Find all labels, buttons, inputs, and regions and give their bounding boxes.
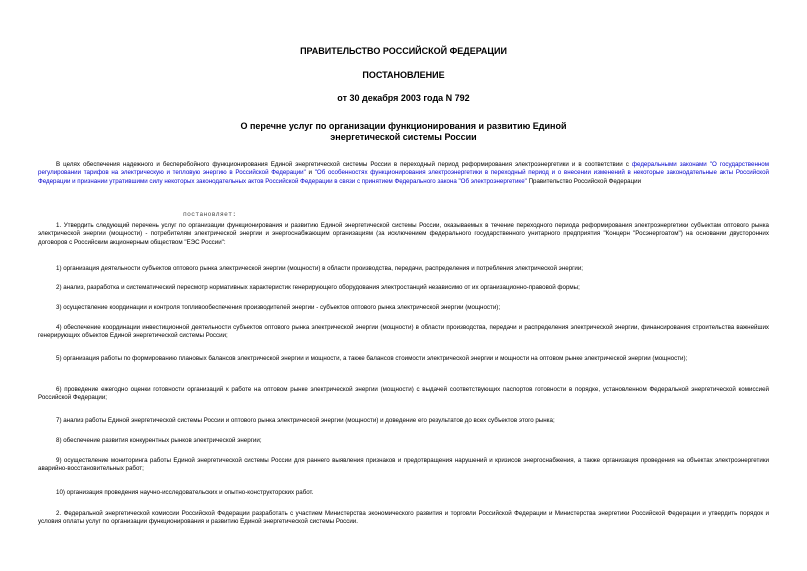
paragraph-1: 1. Утвердить следующий перечень услуг по организации функционирования и развитию Единой энергетической системы России, оказываемых в течение переходного периода реформирования электроэнергетики субъектам оптового рынка электрической энергии (мощности) - потребителям электрической энергии и энергоснабжающим организациям (за исключением федерального государственного унитарного предприятия "Концерн "Росэнергоатом") на основании двусторонних договоров с Российским акционерным обществом "ЕЭС России": <box>38 222 769 246</box>
preamble-text-1: В целях обеспечения надежного и бесперебойного функционирования Единой энергетической системы России в переходный период реформирования электроэнергетики и в соответствии с <box>56 161 632 168</box>
preamble-text-2: и <box>305 169 315 177</box>
item-3: 3) осуществление координации и контроля топливообеспечения производителей энергии - субъектов оптового рынка электрической энергии (мощности); <box>56 304 501 311</box>
preamble-text-3: Правительство Российской Федерации <box>526 177 642 185</box>
paragraph-2: 2. Федеральной энергетической комиссии Российской Федерации разработать с участием Министерства экономического развития и торговли Российской Федерации и Министерства энергетики Российской Федерации и утвердить порядок и условия оплаты услуг по организации функционирования и развитию Единой энергетической системы России. <box>38 510 769 526</box>
title-line-1: О перечне услуг по организации функционирования и развитию Единой <box>240 121 567 131</box>
item-7: 7) анализ работы Единой энергетической системы России и оптового рынка электрической энергии (мощности) и доведение его результатов до всех субъектов этого рынка; <box>56 417 555 424</box>
document-title <box>200 121 607 143</box>
item-1: 1) организация деятельности субъектов оптового рынка электрической энергии (мощности) в области производства, передачи, распределения и потребления электрической энергии; <box>56 265 584 272</box>
item-4: 4) обеспечение координации инвестиционной деятельности субъектов оптового рынка электрической энергии (мощности) в области производства, передачи и распределения электрической энергии, финансирования строительства важнейших генерирующих объектов Единой энергетической системы России; <box>38 324 769 340</box>
item-2: 2) анализ, разработка и систематический пересмотр нормативных характеристик генерирующего оборудования электростанций независимо от их организационно-правовой формы; <box>56 284 580 291</box>
government-heading: ПРАВИТЕЛЬСТВО РОССИЙСКОЙ ФЕДЕРАЦИИ <box>300 46 507 56</box>
law-link-transition[interactable]: "Об особенностях функционирования электроэнергетики в переходный период и о внесении изменений в некоторые законодательные акты Российской Федерации и признании утратившими силу некоторых законодательных актов Российской Федерации в связи с принятием Федерального закона "Об электроэнергетике" <box>38 169 769 185</box>
law-link-tariffs[interactable]: федеральными законами "О государственном регулировании тарифов на электрическую и тепловую энергию в Российской Федерации" <box>38 161 769 177</box>
decree-word: постановляет: <box>183 211 237 218</box>
document-type-heading: ПОСТАНОВЛЕНИЕ <box>362 70 445 80</box>
item-10: 10) организация проведения научно-исследовательских и опытно-конструкторских работ. <box>56 489 314 496</box>
item-6: 6) проведение ежегодно оценки готовности организаций к работе на оптовом рынке электрической энергии (мощности) с выдачей соответствующих паспортов готовности в порядке, установленном Федеральной энергетической комиссией Российской Федерации; <box>38 386 769 402</box>
item-8: 8) обеспечение развития конкурентных рынков электрической энергии; <box>56 437 262 444</box>
preamble-paragraph <box>38 161 769 186</box>
item-5: 5) организация работы по формированию плановых балансов электрической энергии и мощности, а также балансов стоимости электрической энергии и мощности на оптовом рынке электрической энергии (мощности); <box>56 355 688 362</box>
item-9: 9) осуществление мониторинга работы Единой энергетической системы России для раннего выявления признаков и предотвращения нарушений и кризисов энергоснабжения, а также организация проведения на объектах электроэнергетики аварийно-восстановительных работ; <box>38 457 769 473</box>
title-line-2: энергетической системы России <box>330 132 477 142</box>
date-number-heading: от 30 декабря 2003 года N 792 <box>337 93 470 103</box>
